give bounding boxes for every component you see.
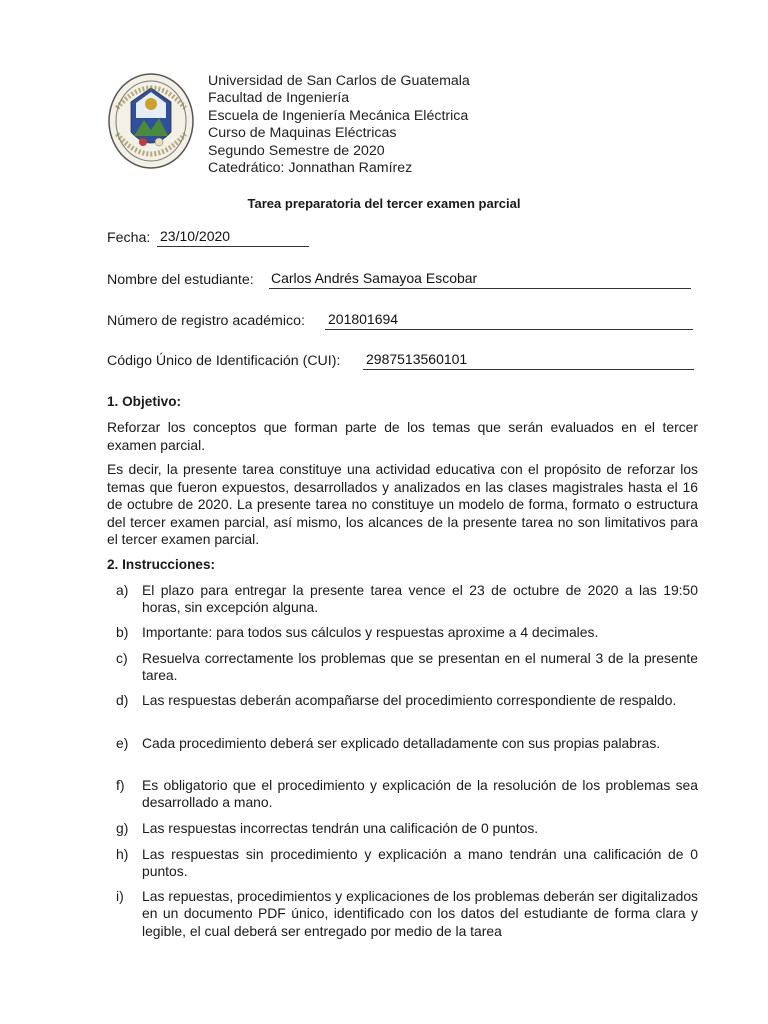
nombre-underline	[269, 288, 691, 289]
list-item-text: Cada procedimiento deberá ser explicado detalladamente con sus propias palabras.	[142, 735, 661, 751]
objetivo-paragraph-2: Es decir, la presente tarea constituye una actividad educativa con el propósito de reforzar los temas que fueron expuestos, desarrollados y analizados en las clases magistrales hasta el 16 de octubre de 2020. La presente tarea no constituye un modelo de forma, formato o estructura del tercer examen parcial, así mismo, los alcances de la presente tarea no son limitativos para el tercer examen parcial.	[107, 461, 698, 548]
registro-underline	[325, 329, 693, 330]
header-professor: Catedrático: Jonnathan Ramírez	[208, 160, 413, 177]
field-fecha	[107, 228, 231, 246]
cui-label: Código Único de Identificación (CUI):	[107, 353, 341, 369]
header-university: Universidad de San Carlos de Guatemala	[208, 73, 470, 89]
list-item-marker: d)	[116, 692, 129, 708]
field-cui	[107, 351, 468, 369]
section-instrucciones-heading: 2. Instrucciones:	[107, 557, 216, 572]
header-semester: Segundo Semestre de 2020	[208, 142, 385, 159]
list-item-text: El plazo para entregar la presente tarea vence el 23 de octubre de 2020 a las 19:50 horas, sin excepción alguna.	[142, 582, 698, 616]
header-school: Escuela de Ingeniería Mecánica Eléctrica	[208, 107, 469, 124]
header-faculty: Facultad de Ingeniería	[208, 90, 350, 107]
list-item-marker: h)	[116, 846, 129, 862]
field-registro	[107, 311, 399, 329]
list-item-text: Las repuestas, procedimientos y explicaciones de los problemas deberán ser digitalizados en un documento PDF único, identificado con los datos del estudiante de forma clara y legible, el cual deberá ser entregado por medio de la tarea	[142, 888, 698, 939]
list-item-text: Importante: para todos sus cálculos y respuestas aproxime a 4 decimales.	[142, 624, 599, 640]
registro-value: 201801694	[328, 311, 399, 327]
list-item-text: Las respuestas deberán acompañarse del procedimiento correspondiente de respaldo.	[142, 692, 677, 708]
university-seal-logo	[107, 72, 195, 170]
list-item-text: Las respuestas sin procedimiento y explicación a mano tendrán una calificación de 0 puntos.	[142, 846, 698, 880]
nombre-value: Carlos Andrés Samayoa Escobar	[271, 270, 478, 286]
list-item-marker: f)	[116, 777, 125, 793]
list-item-text: Resuelva correctamente los problemas que se presentan en el numeral 3 de la presente tarea.	[142, 650, 698, 684]
objetivo-paragraph-1: Reforzar los conceptos que forman parte de los temas que serán evaluados en el tercer examen parcial.	[107, 419, 698, 453]
list-item-marker: g)	[116, 820, 129, 836]
list-item-marker: b)	[116, 624, 129, 640]
fecha-value: 23/10/2020	[160, 228, 231, 244]
fecha-label: Fecha:	[107, 230, 151, 246]
document-title: Tarea preparatoria del tercer examen parcial	[247, 196, 521, 211]
list-item-marker: c)	[116, 650, 128, 666]
registro-label: Número de registro académico:	[107, 313, 305, 329]
list-item-marker: a)	[116, 582, 129, 598]
section-objetivo-heading: 1. Objetivo:	[107, 394, 182, 409]
list-item-marker: e)	[116, 735, 129, 751]
list-item-marker: i)	[116, 888, 124, 904]
cui-underline	[363, 369, 694, 370]
list-item-text: Las respuestas incorrectas tendrán una calificación de 0 puntos.	[142, 820, 539, 836]
nombre-label: Nombre del estudiante:	[107, 272, 254, 288]
field-nombre	[107, 270, 478, 288]
list-item-text: Es obligatorio que el procedimiento y explicación de la resolución de los problemas sea desarrollado a mano.	[142, 777, 698, 811]
header-course: Curso de Maquinas Eléctricas	[208, 125, 397, 142]
fecha-underline	[157, 246, 309, 247]
institution-header	[208, 73, 470, 177]
cui-value: 2987513560101	[366, 351, 468, 367]
